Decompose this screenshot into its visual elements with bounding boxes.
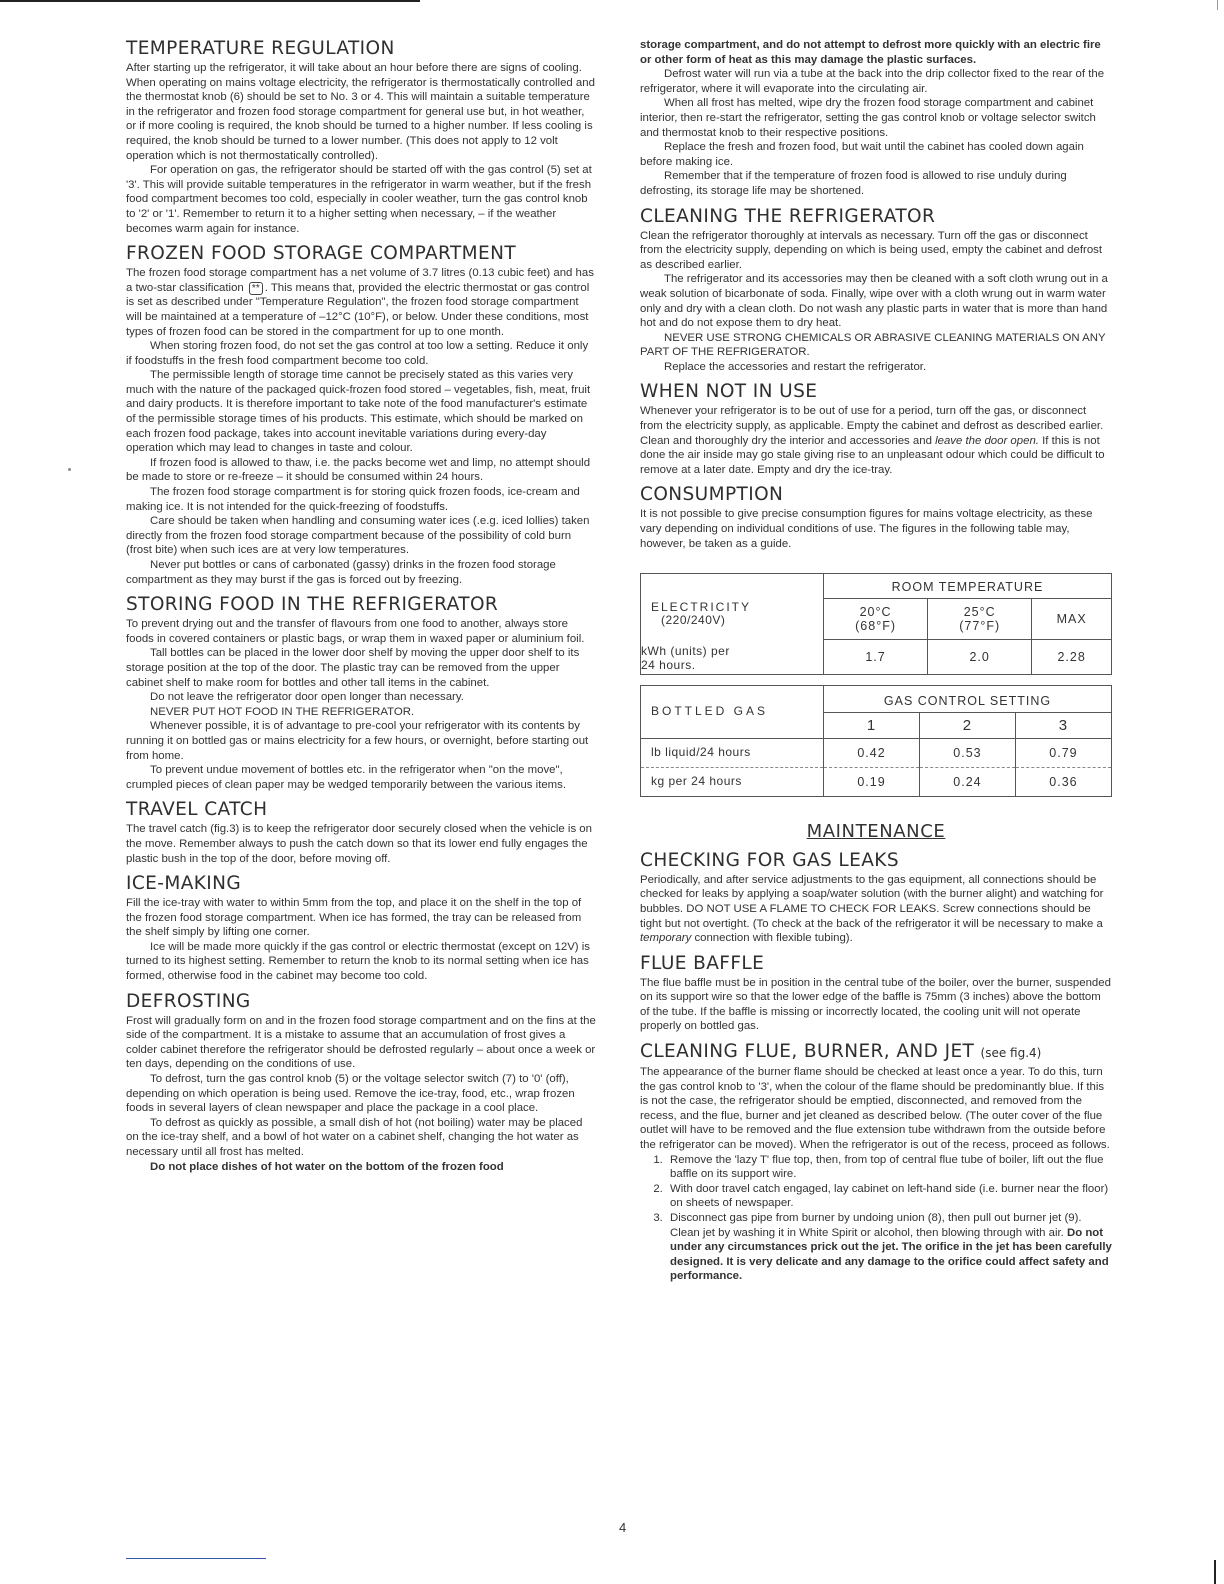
table-cell: 0.36 bbox=[1015, 767, 1111, 796]
paragraph: The travel catch (fig.3) is to keep the refrigerator door securely closed when the vehicle is on the move. Remember always to push the catch down so that its lower end fully engages the plastic bush in the top of the door, before moving off. bbox=[126, 823, 592, 865]
text-span: Disconnect gas pipe from burner by undoing union (8), then pull out burner jet (9). Clean jet by washing it in White Spirit or alcohol, then blowing through with air. bbox=[670, 1212, 1082, 1239]
paragraph: To defrost as quickly as possible, a small dish of hot (not boiling) water may be placed on the ice-tray shelf, and a bowl of hot water on a cabinet shelf, changing the hot water as necessary until all frost has melted. bbox=[126, 1116, 583, 1158]
row-label: ELECTRICITY bbox=[651, 599, 752, 614]
paragraph: When all frost has melted, wipe dry the frozen food storage compartment and cabinet interior, then re-start the refrigerator, setting the gas control knob or voltage selector switch and thermostat knob to their respective positions. bbox=[640, 97, 1096, 139]
section-consumption bbox=[640, 484, 1112, 796]
paragraph: Tall bottles can be placed in the lower door shelf by moving the upper door shelf to its storage position at the top of the door. The plastic tray can be removed from the upper cabinet shelf to make room for bottles and other tall items in the cabinet. bbox=[126, 647, 580, 689]
table-label-cell bbox=[641, 574, 824, 640]
section-heading: WHEN NOT IN USE bbox=[640, 381, 818, 403]
electricity-table-grid bbox=[640, 574, 1112, 674]
steps-list bbox=[640, 1153, 1112, 1284]
paragraph: Care should be taken when handling and consuming water ices (.e.g. iced lollies) taken directly from the frozen food storage compartment because of the possibility of cold burn (frost bite) when such ices are at very low temperatures. bbox=[126, 515, 590, 557]
column-header: 1 bbox=[824, 712, 920, 738]
section-ice-making bbox=[126, 873, 596, 984]
section-gas-leaks bbox=[640, 850, 1112, 946]
electricity-table bbox=[640, 573, 1112, 675]
section-heading bbox=[640, 1041, 1112, 1064]
section-heading: TRAVEL CATCH bbox=[126, 799, 268, 821]
column-header: MAX bbox=[1032, 599, 1112, 640]
paragraph: Remember that if the temperature of frozen food is allowed to rise unduly during defrosting, its storage life may be shortened. bbox=[640, 170, 1067, 197]
gas-table-grid bbox=[640, 686, 1112, 796]
paragraph: Do not place dishes of hot water on the bottom of the frozen food bbox=[150, 1160, 504, 1173]
col-header-line: 25°C bbox=[963, 605, 996, 620]
text-span: If this is not done the air inside may go stale giving rise to an unpleasant odour which could be difficult to remove at a later date. Empty and dry the ice-tray. bbox=[640, 434, 1105, 476]
section-heading: TEMPERATURE REGULATION bbox=[126, 38, 395, 59]
warning-text: Do not under any circumstances prick out the jet. The orifice in the jet has been carefully designed. It is very delicate and any damage to the orifice could affect safety and performance. bbox=[670, 1226, 1112, 1283]
section-heading: CHECKING FOR GAS LEAKS bbox=[640, 849, 899, 871]
list-item: 1. Remove the 'lazy T' flue top, then, from top of central flue tube of boiler, lift out the flue baffle on its support wire. bbox=[666, 1153, 1112, 1182]
paragraph bbox=[126, 266, 596, 339]
col-header-line: 20°C bbox=[859, 605, 892, 620]
text-span: connection with flexible tubing). bbox=[691, 932, 853, 945]
scan-dot bbox=[68, 468, 71, 471]
section-not-in-use bbox=[640, 381, 1112, 477]
paragraph bbox=[640, 873, 1112, 946]
row-label: BOTTLED GAS bbox=[641, 686, 824, 739]
emphasis: leave the door open. bbox=[935, 434, 1039, 447]
paragraph: Defrost water will run via a tube at the back into the drip collector fixed to the rear of the refrigerator, where it will evaporate into the circulating air. bbox=[640, 68, 1105, 95]
paragraph: The appearance of the burner flame should be checked at least once a year. To do this, turn the gas control knob to '3', when the colour of the flame should be predominantly blue. If this is not the case, the refrigerator should be emptied, disconnected, and removed from the recess, and the flue, burner and jet cleaned as described below. (The outer cover of the flue outlet will have to be removed and the flue extension tube withdrawn from the outside before the refrigerator can be moved). When the refrigerator is out of the recess, proceed as follows. bbox=[640, 1066, 1110, 1152]
paragraph: If frozen food is allowed to thaw, i.e. the packs become wet and limp, no attempt should be made to store or re-freeze – it should be consumed within 24 hours. bbox=[126, 456, 591, 484]
two-star-icon: ** bbox=[249, 282, 263, 295]
paragraph: Never put bottles or cans of carbonated (gassy) drinks in the frozen food storage compartment as they may burst if the gas is forced out by freezing. bbox=[126, 559, 556, 586]
section-defrosting bbox=[126, 991, 596, 1175]
paragraph: To defrost, turn the gas control knob (5) or the voltage selector switch (7) to '0' (off), depending on which operation is being used. Remove the ice-tray, food, etc., wrap frozen foods in several layers of clean newspaper and place the package in a cool place. bbox=[126, 1073, 575, 1115]
text-span: . This means that, provided the electric thermostat or gas control is set as described under "Temperature Regulation", the frozen food storage compartment will be maintained at a temperature of –12°C (10°F), or below. Under these conditions, most types of frozen food can be stored in the compartment for up to one month. bbox=[126, 281, 590, 338]
col-header-line: (77°F) bbox=[959, 619, 1001, 634]
paragraph: Replace the fresh and frozen food, but wait until the cabinet has cooled down again before making ice. bbox=[640, 141, 1084, 168]
col-header-line: (68°F) bbox=[855, 619, 896, 634]
table-cell: 0.19 bbox=[824, 767, 920, 796]
section-heading: CONSUMPTION bbox=[640, 484, 784, 506]
list-item bbox=[666, 1211, 1112, 1284]
table-cell: 0.24 bbox=[919, 767, 1015, 796]
heading-text: CLEANING FLUE, BURNER, AND JET bbox=[640, 1041, 975, 1063]
paragraph: Fill the ice-tray with water to within 5mm from the top, and place it on the shelf in the top of the frozen food storage compartment. When ice has formed, the tray can be released from the shelf simply by lifting one corner. bbox=[126, 897, 582, 939]
emphasis: temporary bbox=[640, 932, 692, 945]
row-label bbox=[641, 640, 824, 674]
paragraph: To prevent drying out and the transfer of flavours from one food to another, always store foods in covered containers or plastic bags, or wrap them in waxed paper or aluminium foil. bbox=[126, 618, 585, 645]
paragraph: It is not possible to give precise consumption figures for mains voltage electricity, as these vary depending on individual conditions of use. The figures in the following table may, however, be taken as a guide. bbox=[640, 508, 1093, 550]
paragraph bbox=[640, 404, 1112, 477]
section-defrost-continued bbox=[640, 38, 1112, 199]
left-column bbox=[126, 34, 596, 1181]
table-cell: 0.53 bbox=[919, 738, 1015, 767]
section-heading: FLUE BAFFLE bbox=[640, 952, 765, 974]
text-span: Periodically, and after service adjustments to the gas equipment, all connections should be checked for leaks by applying a soap/water solution (with the burner alight) and watching for bubbles. DO NOT USE A FLAME TO CHECK FOR LEAKS. Screw connections should be tight but not overtight. (To check at the back of the refrigerator it will be necessary to make a bbox=[640, 873, 1104, 930]
column-header bbox=[824, 599, 928, 640]
figure-reference: (see fig.4) bbox=[980, 1046, 1042, 1061]
section-heading: DEFROSTING bbox=[126, 990, 251, 1012]
table-cell: 0.79 bbox=[1015, 738, 1111, 767]
list-item: 2. With door travel catch engaged, lay cabinet on left-hand side (i.e. burner near the floor) on sheets of newspaper. bbox=[666, 1182, 1112, 1211]
text-span: Whenever your refrigerator is to be out of use for a period, turn off the gas, or disconnect from the electricity supply, as applicable. Empty the cabinet and defrost as described earlier. Clean and thoroughly dry the interior and accessories and bbox=[640, 405, 1104, 447]
section-heading: STORING FOOD IN THE REFRIGERATOR bbox=[126, 594, 499, 616]
section-heading: FROZEN FOOD STORAGE COMPARTMENT bbox=[126, 243, 517, 265]
right-column bbox=[640, 38, 1112, 1291]
table-cell: 0.42 bbox=[824, 738, 920, 767]
section-heading: ICE-MAKING bbox=[126, 873, 242, 895]
paragraph: The refrigerator and its accessories may then be cleaned with a soft cloth wrung out in a weak solution of bicarbonate of soda. Finally, wipe over with a cloth wrung out in warm water only and dry with a clean cloth. Do not wash any plastic parts in water that is more than hand hot and do not expose them to dry heat. bbox=[640, 273, 1108, 330]
section-frozen-food bbox=[126, 243, 596, 587]
section-temperature-regulation bbox=[126, 38, 596, 236]
paragraph: Whenever possible, it is of advantage to pre-cool your refrigerator with its contents by running it on bottled gas or mains electricity for a few hours, or overnight, before starting out from home. bbox=[126, 720, 589, 762]
paragraph: For operation on gas, the refrigerator should be started off with the gas control (5) set at '3'. This will provide suitable temperatures in the refrigerator in warm weather, but if the fresh food compartment becomes too cold, especially in cooler weather, turn the gas control knob to '2' or '1'. Remember to return it to a higher setting when necessary, – if the weather becomes warm again for instance. bbox=[126, 164, 592, 235]
paragraph: When storing frozen food, do not set the gas control at too low a setting. Reduce it only if foodstuffs in the fresh food compartment become too cold. bbox=[126, 340, 589, 367]
column-group-header: ROOM TEMPERATURE bbox=[824, 574, 1112, 599]
paragraph: Frost will gradually form on and in the frozen food storage compartment and on the fins at the side of the compartment. It is a mistake to assume that an accumulation of frost gives a colder cabinet therefore the refrigerator should be defrosted regularly – about once a week or ten days, depending on the conditions of use. bbox=[126, 1014, 596, 1071]
scan-mark bbox=[1217, 0, 1218, 10]
bottom-rule bbox=[126, 1558, 266, 1559]
top-rule bbox=[0, 0, 420, 2]
column-group-header: GAS CONTROL SETTING bbox=[824, 686, 1112, 713]
column-header: 3 bbox=[1015, 712, 1111, 738]
section-cleaning-flue bbox=[640, 1041, 1112, 1284]
row-label: kg per 24 hours bbox=[641, 767, 824, 796]
paragraph: Clean the refrigerator thoroughly at intervals as necessary. Turn off the gas or disconnect from the electricity supply, depending on which is being used, empty the cabinet and defrost as described earlier. bbox=[640, 229, 1103, 271]
paragraph: After starting up the refrigerator, it will take about an hour before there are signs of cooling. When operating on mains voltage electricity, the refrigerator is thermostatically controlled and the thermostat knob (6) should be set to No. 3 or 4. This will maintain a suitable temperature in the refrigerator and frozen food storage compartment for general use but, in hot weather, or if more cooling is required, the knob should be turned to a higher number. If less cooling is required, the knob should be turned to a lower number. (This does not apply to 12 volt operation which is not thermostatically controlled). bbox=[126, 62, 595, 162]
paragraph: To prevent undue movement of bottles etc. in the refrigerator when "on the move", crumpled pieces of clean paper may be wedged temporarily between the various items. bbox=[126, 764, 567, 791]
paragraph: Replace the accessories and restart the refrigerator. bbox=[664, 360, 927, 373]
section-travel-catch bbox=[126, 799, 596, 866]
row-label: (220/240V) bbox=[661, 612, 726, 627]
section-storing-food bbox=[126, 594, 596, 792]
paragraph: The permissible length of storage time cannot be precisely stated as this varies very much with the nature of the packaged quick-frozen food stored – vegetables, fish, meat, fruit and dairy products. It is therefore important to take note of the food manufacturer's estimate of the permissible storage times of his products. This estimate, which should be marked on each frozen food package, takes into account inevitable variations during every-day operation which may lead to changes in taste and colour. bbox=[126, 369, 591, 455]
row-label-line: 24 hours. bbox=[641, 657, 696, 672]
paragraph: The frozen food storage compartment is for storing quick frozen foods, ice-cream and making ice. It is not intended for the quick-freezing of foodstuffs. bbox=[126, 486, 580, 513]
table-cell: 1.7 bbox=[824, 640, 928, 674]
text-span: The frozen food storage compartment has a net volume of 3.7 litres (0.13 cubic feet) and has a two-star classification bbox=[126, 267, 594, 294]
paragraph: Do not leave the refrigerator door open longer than necessary. bbox=[150, 691, 464, 704]
gas-table bbox=[640, 685, 1112, 797]
page-number: 4 bbox=[619, 1520, 627, 1535]
section-cleaning bbox=[640, 206, 1112, 375]
paragraph: The flue baffle must be in position in the central tube of the boiler, over the burner, suspended on its support wire so that the lower edge of the baffle is 75mm (3 inches) above the bottom of the tube. If the baffle is missing or incorrectly located, the cooling unit will not operate properly on bottled gas. bbox=[640, 976, 1111, 1033]
scan-mark bbox=[1214, 1560, 1216, 1584]
column-header: 2 bbox=[919, 712, 1015, 738]
row-label: lb liquid/24 hours bbox=[641, 738, 824, 767]
paragraph: storage compartment, and do not attempt to defrost more quickly with an electric fire or other form of heat as this may damage the plastic surfaces. bbox=[640, 39, 1101, 66]
table-cell: 2.0 bbox=[928, 640, 1032, 674]
row-label-line: kWh (units) per bbox=[641, 643, 730, 658]
paragraph: NEVER PUT HOT FOOD IN THE REFRIGERATOR. bbox=[150, 705, 415, 718]
maintenance-heading: MAINTENANCE bbox=[806, 820, 946, 842]
section-flue-baffle bbox=[640, 953, 1112, 1034]
paragraph: Ice will be made more quickly if the gas control or electric thermostat (except on 12V) is turned to its highest setting. Remember to return the knob to its normal setting when ice has formed, otherwise food in the cabinet may become too cold. bbox=[126, 940, 590, 983]
table-cell: 2.28 bbox=[1032, 640, 1112, 674]
paragraph: NEVER USE STRONG CHEMICALS OR ABRASIVE CLEANING MATERIALS ON ANY PART OF THE REFRIGERATOR. bbox=[640, 331, 1106, 359]
column-header bbox=[928, 599, 1032, 640]
section-heading: CLEANING THE REFRIGERATOR bbox=[640, 205, 936, 227]
